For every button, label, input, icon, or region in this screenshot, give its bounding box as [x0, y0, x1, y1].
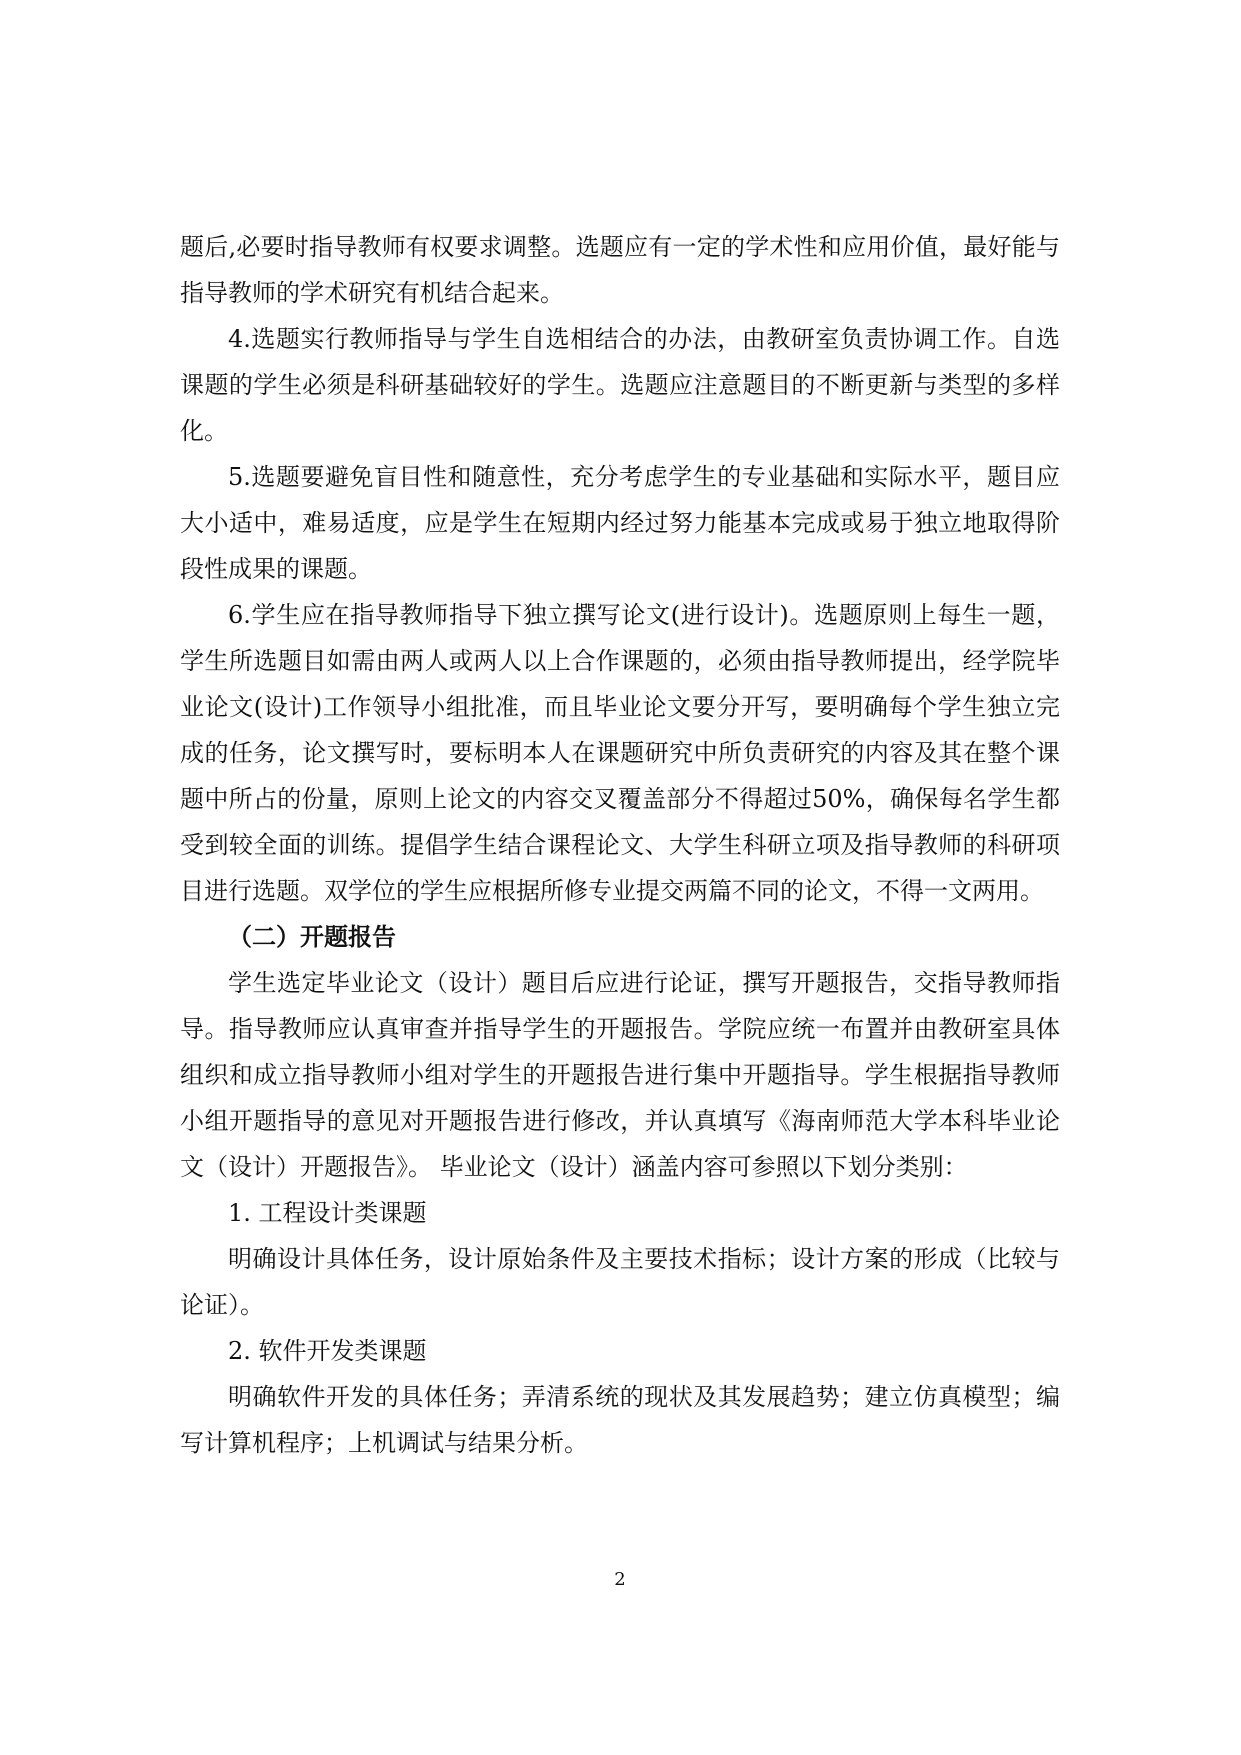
- document-page: [180, 0, 1060, 1755]
- list-item-body-engineering: 明确设计具体任务，设计原始条件及主要技术指标；设计方案的形成（比较与论证）。: [180, 1245, 1060, 1319]
- page-number: 2: [614, 1569, 626, 1590]
- paragraph-opening-report: 学生选定毕业论文（设计）题目后应进行论证，撰写开题报告，交指导教师指导。指导教师应认真审查并指导学生的开题报告。学院应统一布置并由教研室具体组织和成立指导教师小组对学生的开题报告进行集中开题指导。学生根据指导教师小组开题指导的意见对开题报告进行修改，并认真填写《海南师范大学本科毕业论文（设计）开题报告》。 毕业论文（设计）涵盖内容可参照以下划分类别：: [180, 969, 1060, 1181]
- paragraph-continuation: 题后,必要时指导教师有权要求调整。选题应有一定的学术性和应用价值，最好能与指导教师的学术研究有机结合起来。: [180, 233, 1060, 307]
- paragraph-item-4: 4.选题实行教师指导与学生自选相结合的办法，由教研室负责协调工作。自选课题的学生必须是科研基础较好的学生。选题应注意题目的不断更新与类型的多样化。: [180, 325, 1060, 445]
- list-item-body-software: 明确软件开发的具体任务；弄清系统的现状及其发展趋势；建立仿真模型；编写计算机程序；上机调试与结果分析。: [180, 1383, 1060, 1457]
- document-body: [180, 224, 1060, 1466]
- section-heading-opening-report: （二）开题报告: [228, 923, 396, 951]
- paragraph-item-5: 5.选题要避免盲目性和随意性，充分考虑学生的专业基础和实际水平，题目应大小适中，难易适度，应是学生在短期内经过努力能基本完成或易于独立地取得阶段性成果的课题。: [180, 463, 1060, 583]
- paragraph-item-6: 6.学生应在指导教师指导下独立撰写论文(进行设计)。选题原则上每生一题，学生所选题目如需由两人或两人以上合作课题的，必须由指导教师提出，经学院毕业论文(设计)工作领导小组批准，而且毕业论文要分开写，要明确每个学生独立完成的任务，论文撰写时，要标明本人在课题研究中所负责研究的内容及其在整个课题中所占的份量，原则上论文的内容交叉覆盖部分不得超过50%，确保每名学生都受到较全面的训练。提倡学生结合课程论文、大学生科研立项及指导教师的科研项目进行选题。双学位的学生应根据所修专业提交两篇不同的论文，不得一文两用。: [180, 601, 1060, 905]
- list-item-title-software: 2. 软件开发类课题: [228, 1337, 427, 1365]
- list-item-title-engineering: 1. 工程设计类课题: [228, 1199, 427, 1227]
